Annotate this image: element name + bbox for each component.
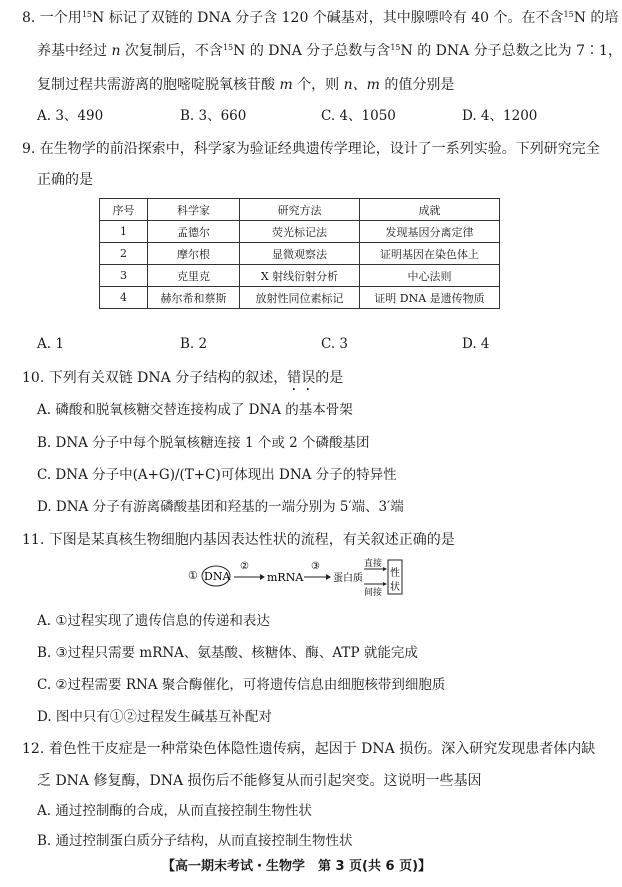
- table-row: [100, 287, 500, 309]
- protein-node: 蛋白质: [333, 573, 363, 584]
- q8-line-3: 复制过程共需游离的胞嘧啶脱氧核苷酸 m 个，则 n、m 的值分别是: [37, 77, 455, 93]
- q8-option-b: B. 3、660: [180, 108, 247, 124]
- q9-option-c: C. 3: [321, 336, 349, 352]
- q8-line-2: 养基中经过 n 次复制后，不含$^{15}$N 的 DNA 分子总数与含$^{15}$N 的 DNA 分子总数之比为 7∶1，: [37, 43, 622, 59]
- arrowhead: [383, 582, 387, 586]
- q8-option-d: D. 4、1200: [462, 108, 538, 124]
- q9-option-b: B. 2: [180, 336, 208, 352]
- q9-table: [99, 198, 500, 309]
- q12-option-b: B. 通过控制蛋白质分子结构，从而直接控制生物性状: [37, 833, 353, 849]
- table-cell: 4: [100, 287, 148, 309]
- table-cell: 2: [100, 243, 148, 265]
- table-header-cell: 成就: [360, 199, 500, 221]
- gene-expression-flow-diagram: [188, 557, 408, 603]
- table-header-row: [100, 199, 500, 221]
- q10-option-d: D. DNA 分子有游离磷酸基团和羟基的一端分别为 5′端、3′端: [37, 499, 404, 515]
- q8-option-a: A. 3、490: [37, 108, 104, 124]
- q12-line-1: 12. 着色性干皮症是一种常染色体隐性遗传病，起因于 DNA 损伤。深入研究发现患者体内缺: [22, 741, 596, 757]
- trait-label: 状: [390, 582, 400, 593]
- q11-option-d: D. 图中只有①②过程发生碱基互补配对: [37, 709, 272, 725]
- q12-option-a: A. 通过控制酶的合成，从而直接控制生物性状: [37, 803, 312, 819]
- table-cell: X 射线衍射分析: [240, 265, 360, 287]
- q10-stem: 10. 下列有关双链 DNA 分子结构的叙述，错误的是: [22, 370, 344, 386]
- table-cell: 3: [100, 265, 148, 287]
- q8-option-c: C. 4、1050: [321, 108, 396, 124]
- q11-option-c: C. ②过程需要 RNA 聚合酶催化，可将遗传信息由细胞核带到细胞质: [37, 677, 446, 693]
- page-footer: 【高一期末考试・生物学 第 3 页(共 6 页)】: [161, 859, 432, 874]
- q9-line-2: 正确的是: [37, 172, 93, 188]
- table-cell: 克里克: [148, 265, 240, 287]
- table-header-cell: 科学家: [148, 199, 240, 221]
- table-cell: 发现基因分离定律: [360, 221, 500, 243]
- q12-line-2: 乏 DNA 修复酶，DNA 损伤后不能修复从而引起突变。这说明一些基因: [37, 773, 482, 789]
- table-cell: 放射性同位素标记: [240, 287, 360, 309]
- mrna-node: mRNA: [267, 571, 304, 584]
- label-indirect: 间接: [364, 588, 383, 598]
- arrowhead: [326, 574, 331, 580]
- table-cell: 证明基因在染色体上: [360, 243, 500, 265]
- table-row: [100, 243, 500, 265]
- dna-node: DNA: [204, 570, 231, 583]
- q10-option-b: B. DNA 分子中每个脱氧核糖连接 1 个或 2 个磷酸基团: [37, 435, 370, 451]
- q11-stem: 11. 下图是某真核生物细胞内基因表达性状的流程，有关叙述正确的是: [22, 532, 455, 548]
- trait-label: 性: [390, 568, 400, 579]
- table-cell: 摩尔根: [148, 243, 240, 265]
- q8-line-1: 8. 一个用$^{15}$N 标记了双链的 DNA 分子含 120 个碱基对，其中腺嘌呤有 40 个。在不含$^{15}$N 的培: [22, 10, 619, 26]
- q10-option-a: A. 磷酸和脱氧核糖交替连接构成了 DNA 的基本骨架: [37, 402, 353, 418]
- table-cell: 孟德尔: [148, 221, 240, 243]
- table-header-cell: 序号: [100, 199, 148, 221]
- table-cell: 荧光标记法: [240, 221, 360, 243]
- q11-option-a: A. ①过程实现了遗传信息的传递和表达: [37, 613, 270, 629]
- arrowhead: [383, 567, 387, 571]
- table-cell: 中心法则: [360, 265, 500, 287]
- table-row: [100, 221, 500, 243]
- q11-option-b: B. ③过程只需要 mRNA、氨基酸、核糖体、酶、ATP 就能完成: [37, 645, 418, 661]
- q9-option-a: A. 1: [37, 336, 64, 352]
- arrowhead: [260, 574, 265, 580]
- label-process-2: ②: [240, 561, 249, 572]
- q10-option-c: C. DNA 分子中(A+G)/(T+C)可体现出 DNA 分子的特异性: [37, 467, 397, 483]
- q9-option-d: D. 4: [462, 336, 490, 352]
- table-header-cell: 研究方法: [240, 199, 360, 221]
- table-cell: 证明 DNA 是遗传物质: [360, 287, 500, 309]
- q9-line-1: 9. 在生物学的前沿探索中，科学家为验证经典遗传学理论，设计了一系列实验。下列研究完全: [22, 141, 600, 157]
- table-cell: 赫尔希和蔡斯: [148, 287, 240, 309]
- label-process-1: ①: [188, 569, 198, 582]
- label-process-3: ③: [311, 561, 320, 572]
- emphasized-word: 错误: [287, 370, 316, 386]
- table-row: [100, 265, 500, 287]
- label-direct: 直接: [364, 559, 383, 569]
- table-cell: 1: [100, 221, 148, 243]
- table-cell: 显微观察法: [240, 243, 360, 265]
